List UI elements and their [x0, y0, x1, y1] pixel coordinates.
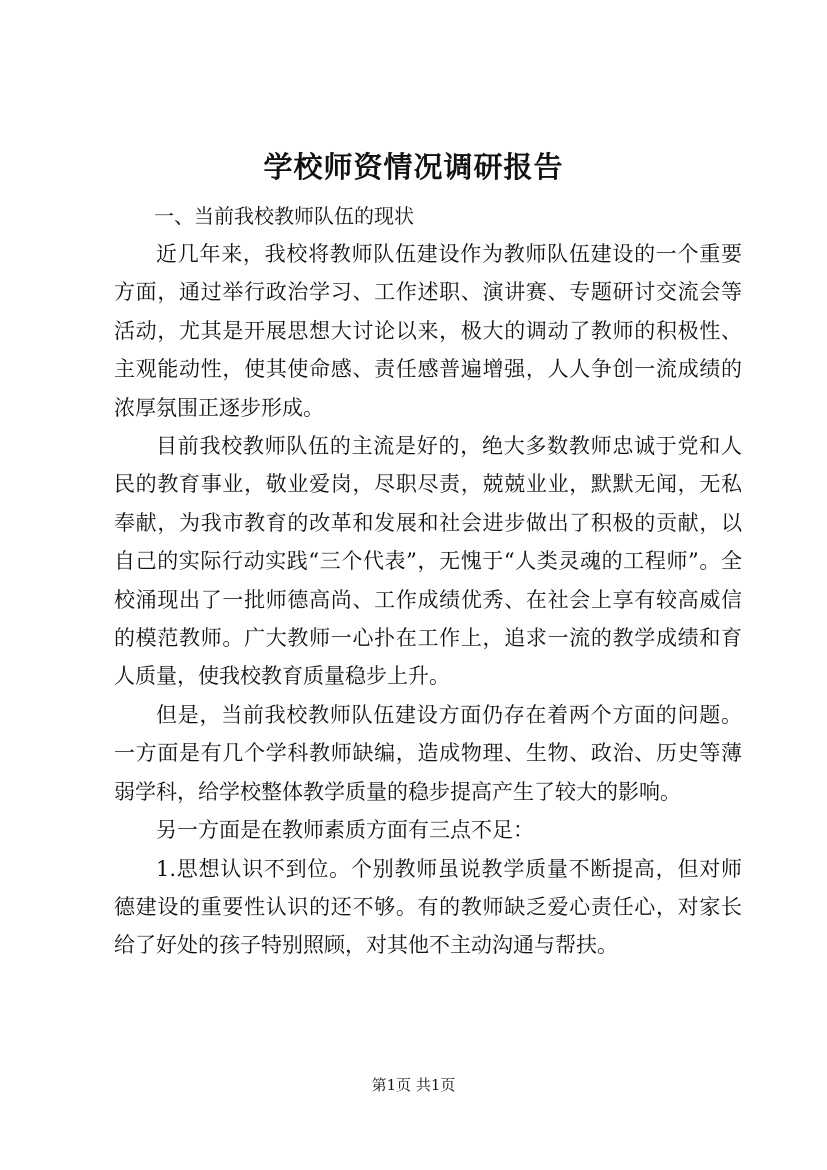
- paragraph-5: 1.思想认识不到位。个别教师虽说教学质量不断提高，但对师德建设的重要性认识的还不够。有的教师缺乏爱心责任心，对家长给了好处的孩子特别照顾，对其他不主动沟通与帮扶。: [114, 856, 742, 958]
- paragraph-3: 但是，当前我校教师队伍建设方面仍存在着两个方面的问题。一方面是有几个学科教师缺编，造成物理、生物、政治、历史等薄弱学科，给学校整体教学质量的稳步提高产生了较大的影响。: [114, 702, 742, 804]
- section-heading: 一、当前我校教师队伍的现状: [154, 204, 414, 228]
- paragraph-1: 近几年来，我校将教师队伍建设作为教师队伍建设的一个重要方面，通过举行政治学习、工作述职、演讲赛、专题研讨交流会等活动，尤其是开展思想大讨论以来，极大的调动了教师的积极性、主观能动性，使其使命感、责任感普遍增强，人人争创一流成绩的浓厚氛围正逐步形成。: [114, 242, 742, 420]
- paragraph-4: 另一方面是在教师素质方面有三点不足：: [156, 818, 534, 843]
- page-number-footer: 第1页 共1页: [371, 1076, 456, 1094]
- paragraph-2: 目前我校教师队伍的主流是好的，绝大多数教师忠诚于党和人民的教育事业，敬业爱岗，尽职尽责，兢兢业业，默默无闻，无私奉献，为我市教育的改革和发展和社会进步做出了积极的贡献，以自己的实际行动实践“三个代表”，无愧于“人类灵魂的工程师”。全校涌现出了一批师德高尚、工作成绩优秀、在社会上享有较高威信的模范教师。广大教师一心扑在工作上，追求一流的教学成绩和育人质量，使我校教育质量稳步上升。: [114, 434, 742, 689]
- document-body: [114, 198, 742, 965]
- document-title: 学校师资情况调研报告: [263, 150, 564, 184]
